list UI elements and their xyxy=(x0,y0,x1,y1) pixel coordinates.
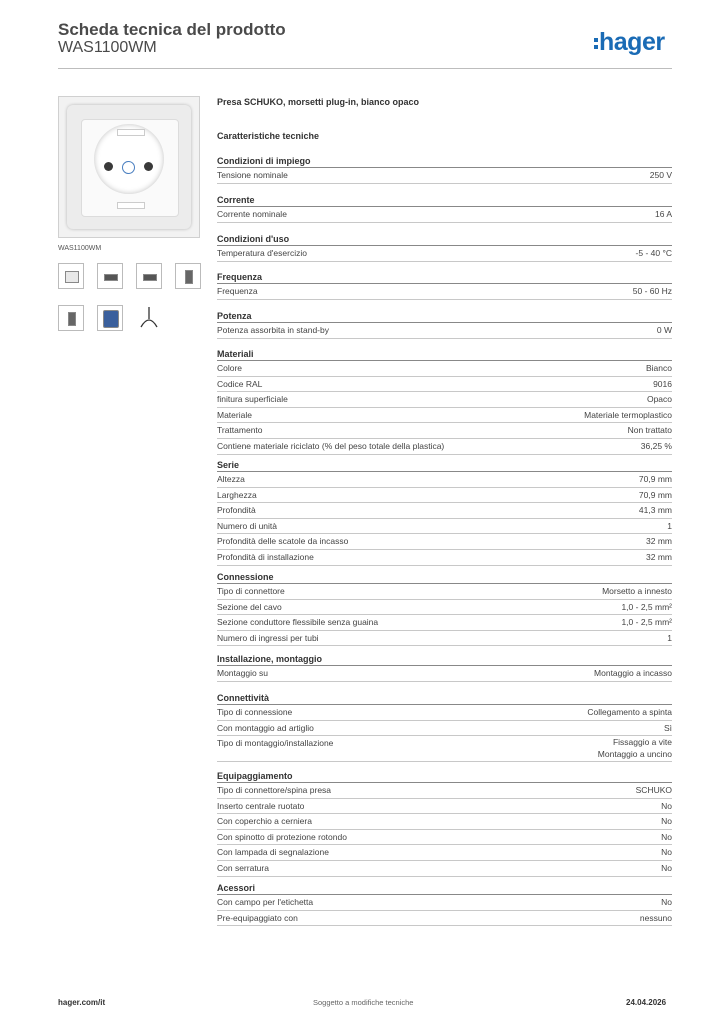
spec-row xyxy=(217,168,672,184)
spec-value: 9016 xyxy=(653,378,672,389)
spec-label: Con lampada di segnalazione xyxy=(217,847,329,858)
spec-label: Montaggio su xyxy=(217,668,269,678)
spec-section xyxy=(217,882,672,926)
spec-value: 250 V xyxy=(649,170,672,180)
spec-value: 70,9 mm xyxy=(638,474,672,484)
spec-value: No xyxy=(661,800,672,811)
thumbnail-packaging[interactable] xyxy=(97,305,123,331)
spec-value: 32 mm xyxy=(646,536,672,547)
spec-value: 16 A xyxy=(654,209,672,219)
spec-section xyxy=(217,692,672,762)
socket-screw xyxy=(122,161,135,174)
spec-label: Con spinotto di protezione rotondo xyxy=(217,831,347,842)
spec-label: Altezza xyxy=(217,474,245,484)
spec-value: SCHUKO xyxy=(635,785,672,795)
spec-label: Codice RAL xyxy=(217,378,263,389)
thumbnail-back-view[interactable] xyxy=(58,305,84,331)
spec-value: No xyxy=(661,862,672,873)
section-title: Installazione, montaggio xyxy=(217,653,672,666)
spec-label: Profondità xyxy=(217,505,256,516)
spec-label: Sezione del cavo xyxy=(217,601,282,612)
section-title: Materiali xyxy=(217,348,672,361)
hager-logo: hager xyxy=(594,28,665,57)
section-title: Connettività xyxy=(217,692,672,705)
spec-value: Opaco xyxy=(646,394,672,405)
spec-label: Tipo di connettore/spina presa xyxy=(217,785,332,795)
spec-value: No xyxy=(661,897,672,907)
wiring-symbol-icon[interactable] xyxy=(136,305,162,331)
spec-value: Collegamento a spinta xyxy=(587,707,672,717)
spec-label: Profondità di installazione xyxy=(217,551,314,562)
spec-row xyxy=(217,736,672,762)
tech-heading: Caratteristiche tecniche xyxy=(217,131,320,141)
spec-label: Tipo di montaggio/installazione xyxy=(217,738,334,749)
spec-row xyxy=(217,830,672,846)
thumbnail-front-view[interactable] xyxy=(58,263,84,289)
spec-label: Pre-equipaggiato con xyxy=(217,912,298,923)
spec-value: Morsetto a innesto xyxy=(602,586,672,596)
spec-label: Corrente nominale xyxy=(217,209,287,219)
thumbnail-dimension-drawing[interactable] xyxy=(175,263,201,289)
spec-section xyxy=(217,459,672,566)
spec-value: -5 - 40 °C xyxy=(635,248,672,258)
spec-row xyxy=(217,408,672,424)
spec-value: Sì xyxy=(663,722,672,733)
section-title: Serie xyxy=(217,459,672,472)
spec-value: Bianco xyxy=(646,363,672,373)
spec-row xyxy=(217,705,672,721)
spec-row xyxy=(217,799,672,815)
spec-row xyxy=(217,284,672,300)
spec-label: Numero di ingressi per tubi xyxy=(217,632,319,643)
earth-clip-top xyxy=(117,129,145,136)
spec-row xyxy=(217,631,672,647)
spec-label: Con coperchio a cerniera xyxy=(217,816,312,827)
spec-row xyxy=(217,721,672,737)
spec-label: finitura superficiale xyxy=(217,394,288,405)
spec-row xyxy=(217,814,672,830)
spec-row xyxy=(217,472,672,488)
spec-value: 0 W xyxy=(656,325,672,335)
section-title: Corrente xyxy=(217,194,672,207)
spec-section xyxy=(217,155,672,184)
spec-label: Con serratura xyxy=(217,862,269,873)
spec-label: Con campo per l'etichetta xyxy=(217,897,314,907)
spec-row xyxy=(217,519,672,535)
spec-label: Tipo di connessione xyxy=(217,707,293,717)
spec-value: No xyxy=(661,831,672,842)
spec-label: Con montaggio ad artiglio xyxy=(217,722,314,733)
spec-label: Potenza assorbita in stand-by xyxy=(217,325,329,335)
spec-value: No xyxy=(661,847,672,858)
spec-value-line: Montaggio a uncino xyxy=(597,748,672,759)
spec-row xyxy=(217,666,672,682)
spec-value: nessuno xyxy=(639,912,672,923)
spec-value: Non trattato xyxy=(627,425,672,436)
spec-row xyxy=(217,861,672,877)
spec-label: Tensione nominale xyxy=(217,170,288,180)
spec-value: 70,9 mm xyxy=(638,489,672,500)
spec-value: 1 xyxy=(667,632,672,643)
spec-value: 1,0 - 2,5 mm² xyxy=(621,601,672,612)
spec-row xyxy=(217,439,672,455)
spec-row xyxy=(217,845,672,861)
image-caption: WAS1100WM xyxy=(58,245,102,252)
spec-row xyxy=(217,361,672,377)
spec-row xyxy=(217,392,672,408)
spec-section xyxy=(217,653,672,682)
spec-value: No xyxy=(661,816,672,827)
spec-label: Profondità delle scatole da incasso xyxy=(217,536,349,547)
spec-section xyxy=(217,271,672,300)
spec-label: Larghezza xyxy=(217,489,257,500)
spec-section xyxy=(217,310,672,339)
spec-label: Trattamento xyxy=(217,425,263,436)
product-image xyxy=(58,96,200,238)
earth-clip-bottom xyxy=(117,202,145,209)
spec-value: 1,0 - 2,5 mm² xyxy=(621,617,672,628)
logo-dots-icon xyxy=(594,35,598,52)
socket-pin-right xyxy=(144,162,153,171)
footer-note: Soggetto a modifiche tecniche xyxy=(313,998,414,1007)
spec-value: Materiale termoplastico xyxy=(584,409,672,420)
spec-label: Tipo di connettore xyxy=(217,586,285,596)
spec-label: Materiale xyxy=(217,409,252,420)
section-title: Condizioni di impiego xyxy=(217,155,672,168)
spec-section xyxy=(217,770,672,877)
section-title: Potenza xyxy=(217,310,672,323)
socket-pin-left xyxy=(104,162,113,171)
spec-row xyxy=(217,246,672,262)
spec-value-line: Fissaggio a vite xyxy=(612,737,672,748)
spec-row xyxy=(217,911,672,927)
footer-date: 24.04.2026 xyxy=(626,998,667,1007)
spec-value: 50 - 60 Hz xyxy=(632,286,672,296)
section-title: Equipaggiamento xyxy=(217,770,672,783)
spec-row xyxy=(217,423,672,439)
product-description: Presa SCHUKO, morsetti plug-in, bianco opaco xyxy=(217,97,420,107)
spec-label: Contiene materiale riciclato (% del peso totale della plastica) xyxy=(217,440,445,451)
spec-value xyxy=(598,736,672,761)
thumbnail-top-view[interactable] xyxy=(136,263,162,289)
section-title: Condizioni d'uso xyxy=(217,233,672,246)
spec-row xyxy=(217,323,672,339)
spec-row xyxy=(217,503,672,519)
spec-row xyxy=(217,584,672,600)
spec-row xyxy=(217,534,672,550)
spec-label: Inserto centrale ruotato xyxy=(217,800,305,811)
spec-value: 36,25 % xyxy=(640,440,672,451)
section-title: Connessione xyxy=(217,571,672,584)
spec-row xyxy=(217,615,672,631)
spec-label: Colore xyxy=(217,363,243,373)
spec-row xyxy=(217,895,672,911)
header-divider xyxy=(58,68,672,69)
product-code: WAS1100WM xyxy=(58,39,157,56)
page-title: Scheda tecnica del prodotto xyxy=(58,20,286,39)
spec-row xyxy=(217,600,672,616)
spec-label: Numero di unità xyxy=(217,520,278,531)
spec-value: Montaggio a incasso xyxy=(594,668,672,678)
footer-website[interactable]: hager.com/it xyxy=(58,998,106,1007)
spec-value: 41,3 mm xyxy=(638,505,672,516)
spec-row xyxy=(217,488,672,504)
spec-section xyxy=(217,348,672,455)
spec-label: Sezione conduttore flessibile senza guaina xyxy=(217,617,379,628)
spec-row xyxy=(217,550,672,566)
section-title: Acessori xyxy=(217,882,672,895)
spec-section xyxy=(217,194,672,223)
spec-label: Temperatura d'esercizio xyxy=(217,248,307,258)
spec-value: 32 mm xyxy=(646,551,672,562)
spec-row xyxy=(217,783,672,799)
spec-label: Frequenza xyxy=(217,286,258,296)
section-title: Frequenza xyxy=(217,271,672,284)
spec-row xyxy=(217,207,672,223)
spec-section xyxy=(217,571,672,646)
thumbnail-side-view[interactable] xyxy=(97,263,123,289)
spec-section xyxy=(217,233,672,262)
spec-row xyxy=(217,377,672,393)
spec-value: 1 xyxy=(667,520,672,531)
